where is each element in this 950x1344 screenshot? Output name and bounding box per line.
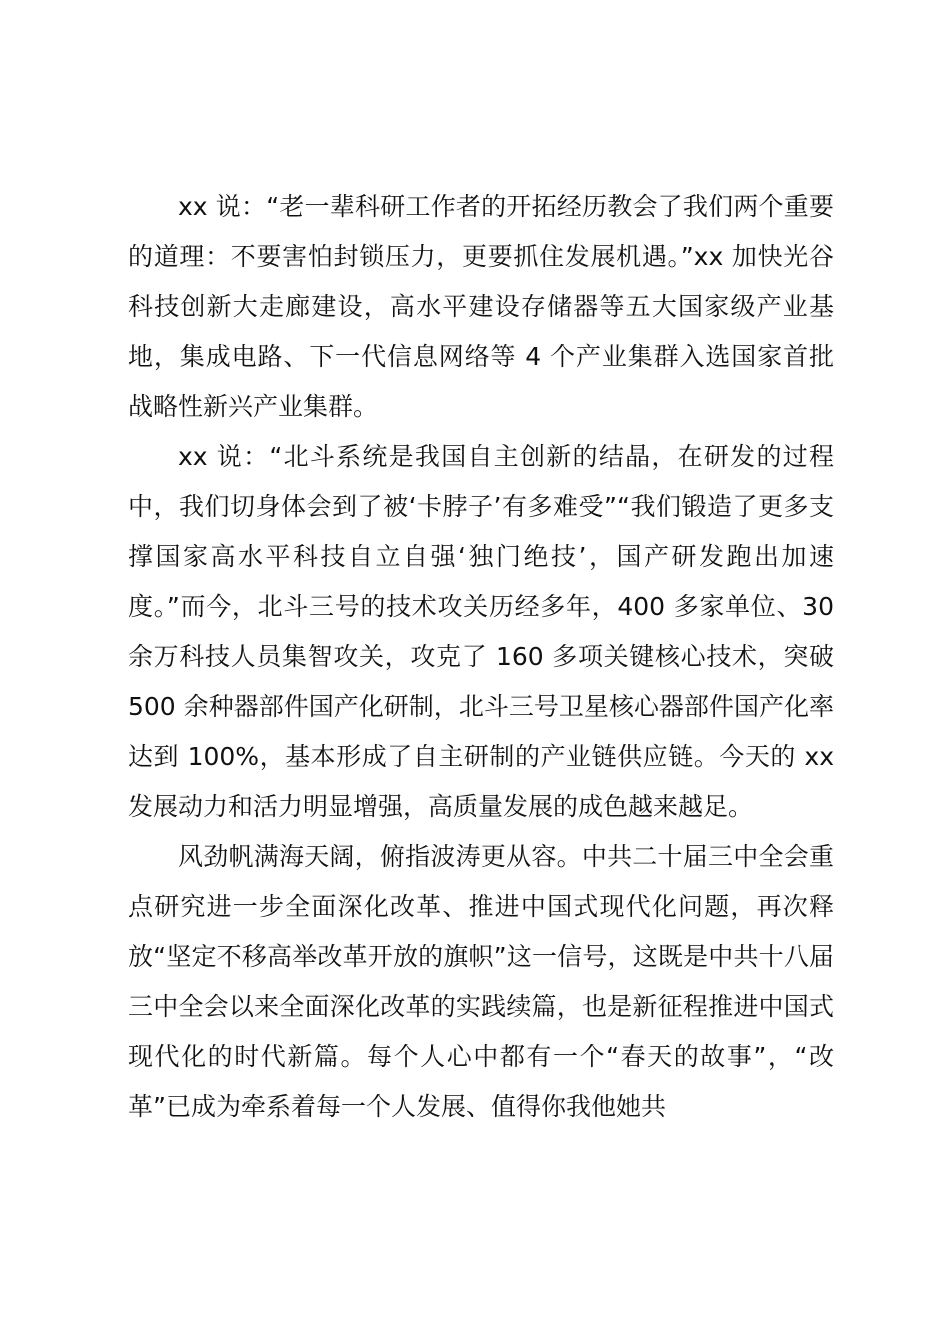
paragraph-3: 风劲帆满海天阔，俯指波涛更从容。中共二十届三中全会重点研究进一步全面深化改革、推进中国式现代化问题，再次释放“坚定不移高举改革开放的旗帜”这一信号，这既是中共十八届三中全会以来全面深化改革的实践续篇，也是新征程推进中国式现代化的时代新篇。每个人心中都有一个“春天的故事”，“改革”已成为牵系着每一个人发展、值得你我他她共 bbox=[128, 842, 834, 1121]
document-body bbox=[128, 182, 834, 1132]
paragraph-2: xx 说：“北斗系统是我国自主创新的结晶，在研发的过程中，我们切身体会到了被‘卡脖子’有多难受”“我们锻造了更多支撑国家高水平科技自立自强‘独门绝技’，国产研发跑出加速度。”而今，北斗三号的技术攻关历经多年，400 多家单位、30 余万科技人员集智攻关，攻克了 160 多项关键核心技术，突破 500 余种器部件国产化研制，北斗三号卫星核心器部件国产化率达到 100%，基本形成了自主研制的产业链供应链。今天的 xx 发展动力和活力明显增强，高质量发展的成色越来越足。 bbox=[128, 442, 834, 821]
paragraph-1: xx 说：“老一辈科研工作者的开拓经历教会了我们两个重要的道理：不要害怕封锁压力，更要抓住发展机遇。”xx 加快光谷科技创新大走廊建设，高水平建设存储器等五大国家级产业基地，集成电路、下一代信息网络等 4 个产业集群入选国家首批战略性新兴产业集群。 bbox=[128, 192, 834, 421]
